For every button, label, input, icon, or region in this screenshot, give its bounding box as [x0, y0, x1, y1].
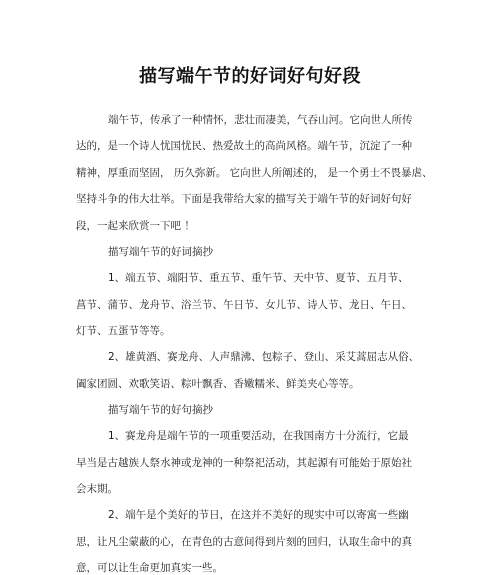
paragraph-line: 2、端午是个美好的节日，在这并不美好的现实中可以寄寓一些幽	[108, 509, 409, 521]
paragraph-line: 思，让凡尘蒙蔽的心，在青色的古意间得到片刻的回归，认取生命中的真	[76, 536, 412, 548]
paragraph-line: 1、端五节、端阳节、重五节、重午节、天中节、夏节、五月节、	[108, 272, 409, 284]
paragraph-line: 阖家团圆、欢歌笑语、粽叶飘香、香嫩糯米、鲜美夹心等等。	[76, 378, 360, 390]
paragraph-line: 早当是古越族人祭水神或龙神的一种祭祀活动，其起源有可能始于原始社	[76, 457, 412, 469]
paragraph-line: 端午节，传承了一种情怀，悲壮而凄美，气吞山河。它向世人所传	[108, 114, 413, 126]
paragraph-line: 精神，厚重而坚固， 历久弥新。 它向世人所阐述的， 是一个勇士不畏暴虐、	[76, 167, 433, 179]
paragraph-line: 会末期。	[76, 483, 118, 495]
paragraph-line: 2、雄黄酒、赛龙舟、人声鼎沸、包粽子、登山、采艾蒿屈志从俗、	[108, 351, 420, 363]
paragraph-line: 段，一起来欣赏一下吧 ！	[76, 220, 195, 232]
paragraph-line: 1、赛龙舟是端午节的一项重要活动，在我国南方十分流行，它最	[108, 430, 409, 442]
paragraph-line: 意，可以让生命更加真实一些。	[76, 562, 223, 574]
section-heading: 描写端午节的好句摘抄	[108, 404, 213, 416]
paragraph-line: 达的，是一个诗人忧国忧民、热爱故土的高尚风格。端午节，沉淀了一种	[76, 140, 412, 152]
document-title: 描写端午节的好词好句好段	[139, 66, 361, 87]
paragraph-line: 坚持斗争的伟大壮举。下面是我带给大家的描写关于端午节的好词好句好	[76, 193, 412, 205]
paragraph-line: 灯节、五蛋节等等。	[76, 325, 171, 337]
paragraph-line: 菖节、蒲节、龙舟节、浴兰节、午日节、女儿节、诗人节、龙日、午日、	[76, 299, 412, 311]
section-heading: 描写端午节的好词摘抄	[108, 246, 213, 258]
